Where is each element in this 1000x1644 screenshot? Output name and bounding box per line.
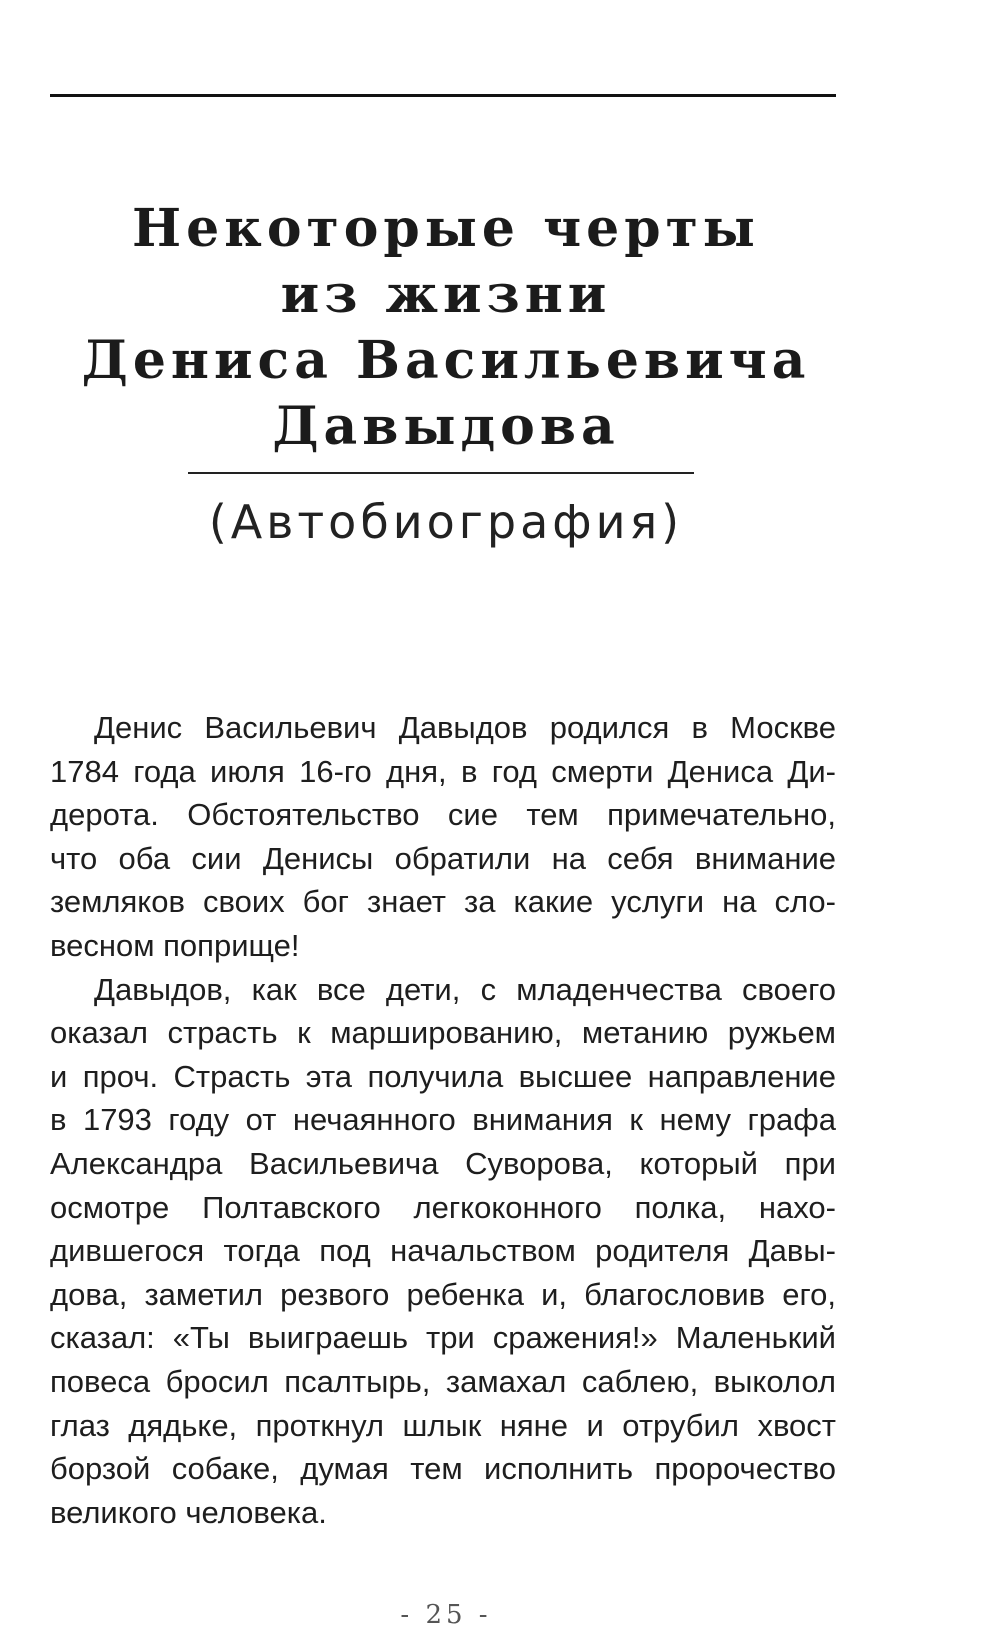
text-line: осмотре Полтавского легкоконного полка, нахо-: [50, 1189, 836, 1225]
text-line: весном поприще!: [50, 927, 300, 963]
title-line-4: Давыдова: [272, 396, 620, 457]
text-line: Денис Васильевич Давыдов родился в Москве: [94, 710, 836, 745]
body-text: [50, 706, 836, 1534]
page-number: - 25 -: [400, 1600, 492, 1630]
title-line-1: Некоторые черты: [132, 198, 760, 259]
text-line: сказал: «Ты выиграешь три сражения!» Маленький: [50, 1320, 836, 1356]
title-line-3: Дениса Васильевича: [81, 330, 811, 391]
text-line: дившегося тогда под начальством родителя Давы-: [50, 1233, 836, 1269]
paragraph-2: [50, 968, 836, 1535]
title-rule: [188, 472, 694, 474]
paragraph-1: [50, 706, 836, 968]
text-line: и проч. Страсть эта получила высшее направление: [50, 1058, 836, 1094]
text-line: глаз дядьке, проткнул шлык няне и отрубил хвост: [50, 1407, 836, 1443]
text-line: что оба сии Денисы обратили на себя внимание: [50, 840, 836, 876]
text-line: повеса бросил псалтырь, замахал саблею, выколол: [50, 1363, 836, 1399]
chapter-title: [0, 196, 892, 460]
text-line: Давыдов, как все дети, с младенчества своего: [94, 971, 836, 1007]
text-line: оказал страсть к маршированию, метанию ружьем: [50, 1015, 836, 1051]
title-line-2: из жизни: [280, 264, 612, 325]
text-line: 1784 года июля 16-го дня, в год смерти Дениса Ди-: [50, 753, 836, 789]
text-line: в 1793 году от нечаянного внимания к нему графа: [50, 1102, 836, 1138]
subtitle: (Автобиография): [208, 495, 684, 549]
text-line: земляков своих бог знает за какие услуги на сло-: [50, 884, 836, 920]
text-line: дерота. Обстоятельство сие тем примечательно,: [50, 797, 836, 833]
text-line: великого человека.: [50, 1494, 327, 1530]
top-rule: [50, 94, 836, 97]
text-line: Александра Васильевича Суворова, который при: [50, 1145, 836, 1181]
text-line: дова, заметил резвого ребенка и, благословив его,: [50, 1276, 836, 1312]
text-line: борзой собаке, думая тем исполнить пророчество: [50, 1451, 836, 1487]
